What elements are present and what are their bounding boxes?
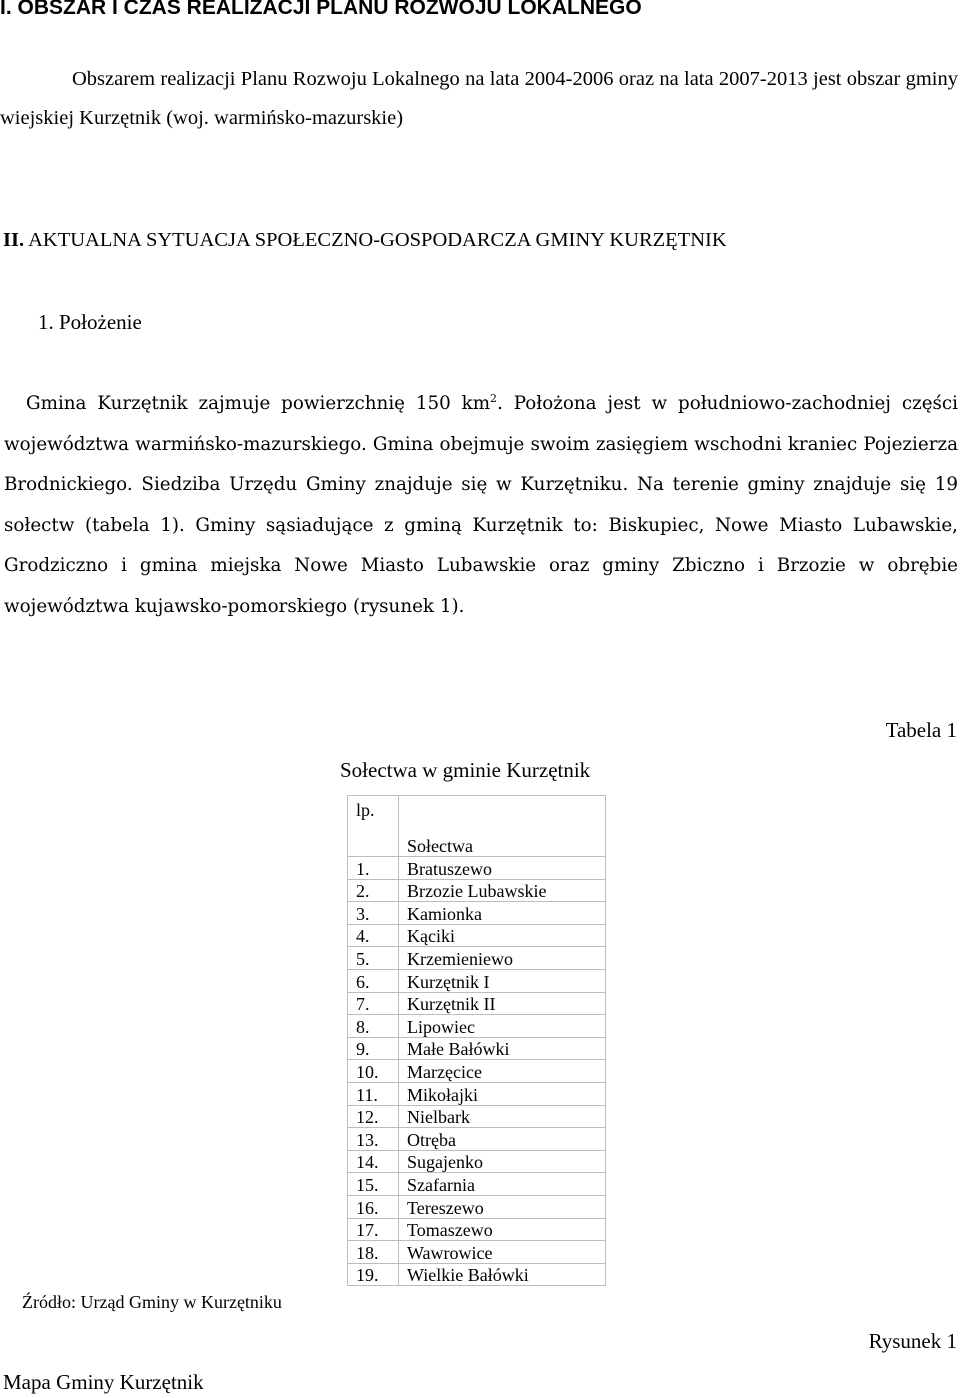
table-row [348, 947, 606, 970]
table-source: Źródło: Urząd Gminy w Kurzętniku [22, 1292, 282, 1312]
row-solectwo-name: Wielkie Bałówki [399, 1263, 606, 1286]
header-lp: lp. [348, 796, 399, 857]
row-lp: 3. [348, 902, 399, 925]
row-lp: 14. [348, 1150, 399, 1173]
row-solectwo-name: Kurzętnik II [399, 992, 606, 1015]
section-1-heading: I. OBSZAR I CZAS REALIZACJI PLANU ROZWOJU LOKALNEGO [0, 0, 642, 19]
table-row [348, 1263, 606, 1286]
table-row [348, 1037, 606, 1060]
row-solectwo-name: Szafarnia [399, 1173, 606, 1196]
row-lp: 11. [348, 1082, 399, 1105]
row-lp: 16. [348, 1195, 399, 1218]
row-solectwo-name: Mikołajki [399, 1082, 606, 1105]
table-title: Sołectwa w gminie Kurzętnik [340, 758, 591, 782]
row-solectwo-name: Nielbark [399, 1105, 606, 1128]
row-lp: 2. [348, 879, 399, 902]
row-lp: 15. [348, 1173, 399, 1196]
row-solectwo-name: Otręba [399, 1128, 606, 1151]
table-row [348, 1241, 606, 1264]
row-solectwo-name: Marzęcice [399, 1060, 606, 1083]
row-lp: 13. [348, 1128, 399, 1151]
table-row [348, 1060, 606, 1083]
table-row [348, 857, 606, 880]
row-solectwo-name: Krzemieniewo [399, 947, 606, 970]
row-lp: 7. [348, 992, 399, 1015]
row-solectwo-name: Kurzętnik I [399, 969, 606, 992]
table-row [348, 924, 606, 947]
table-row [348, 1015, 606, 1038]
table-row [348, 1150, 606, 1173]
map-title: Mapa Gminy Kurzętnik [3, 1370, 204, 1394]
row-solectwo-name: Brzozie Lubawskie [399, 879, 606, 902]
superscript-2: 2 [490, 392, 498, 405]
table-row [348, 1082, 606, 1105]
row-lp: 8. [348, 1015, 399, 1038]
table-row [348, 902, 606, 925]
row-solectwo-name: Tereszewo [399, 1195, 606, 1218]
table-header-row [348, 796, 606, 857]
table-row [348, 1128, 606, 1151]
table-row [348, 1195, 606, 1218]
row-solectwo-name: Kamionka [399, 902, 606, 925]
row-lp: 5. [348, 947, 399, 970]
table-row [348, 992, 606, 1015]
row-lp: 4. [348, 924, 399, 947]
row-lp: 1. [348, 857, 399, 880]
figure-label: Rysunek 1 [868, 1329, 957, 1353]
table-row [348, 879, 606, 902]
paragraph-text-part-1: Gmina Kurzętnik zajmuje powierzchnię 150 km [26, 393, 491, 414]
section-1-paragraph: Obszarem realizacji Planu Rozwoju Lokalnego na lata 2004-2006 oraz na lata 2007-2013 jest obszar gminy wiejskiej Kurzętnik (woj. warmińsko-mazurskie) [0, 68, 958, 129]
section-2-paragraph [4, 384, 958, 627]
table-label: Tabela 1 [885, 718, 957, 742]
table-row [348, 1218, 606, 1241]
row-solectwo-name: Tomaszewo [399, 1218, 606, 1241]
section-2-heading-number: II. [3, 229, 25, 251]
header-solectwa: Sołectwa [399, 796, 606, 857]
row-lp: 12. [348, 1105, 399, 1128]
subsection-heading-polozenie: 1. Położenie [38, 310, 142, 334]
row-solectwo-name: Kąciki [399, 924, 606, 947]
row-lp: 9. [348, 1037, 399, 1060]
table-row [348, 1105, 606, 1128]
villages-table [347, 795, 606, 1286]
section-2-heading-text: AKTUALNA SYTUACJA SPOŁECZNO-GOSPODARCZA GMINY KURZĘTNIK [28, 229, 727, 251]
row-solectwo-name: Lipowiec [399, 1015, 606, 1038]
row-solectwo-name: Sugajenko [399, 1150, 606, 1173]
row-lp: 17. [348, 1218, 399, 1241]
row-lp: 19. [348, 1263, 399, 1286]
row-solectwo-name: Małe Bałówki [399, 1037, 606, 1060]
table-row [348, 1173, 606, 1196]
table-row [348, 969, 606, 992]
row-lp: 6. [348, 969, 399, 992]
row-solectwo-name: Wawrowice [399, 1241, 606, 1264]
paragraph-text-part-2: . Położona jest w południowo-zachodniej części województwa warmińsko-mazurskiego. Gmina obejmuje swoim zasięgiem wschodni kraniec Pojezierza Brodnickiego. Siedziba Urzędu Gminy znajduje się w Kurzętniku. Na terenie gminy znajduje się 19 sołectw (tabela 1). Gminy sąsiadujące z gminą Kurzętnik to: Biskupiec, Nowe Miasto Lubawskie, Grodziczno i gmina miejska Nowe Miasto Lubawskie oraz gminy Zbiczno i Brzozie w obrębie województwa kujawsko-pomorskiego (rysunek 1). [4, 393, 958, 617]
row-solectwo-name: Bratuszewo [399, 857, 606, 880]
row-lp: 18. [348, 1241, 399, 1264]
row-lp: 10. [348, 1060, 399, 1083]
section-2-heading [3, 226, 727, 254]
